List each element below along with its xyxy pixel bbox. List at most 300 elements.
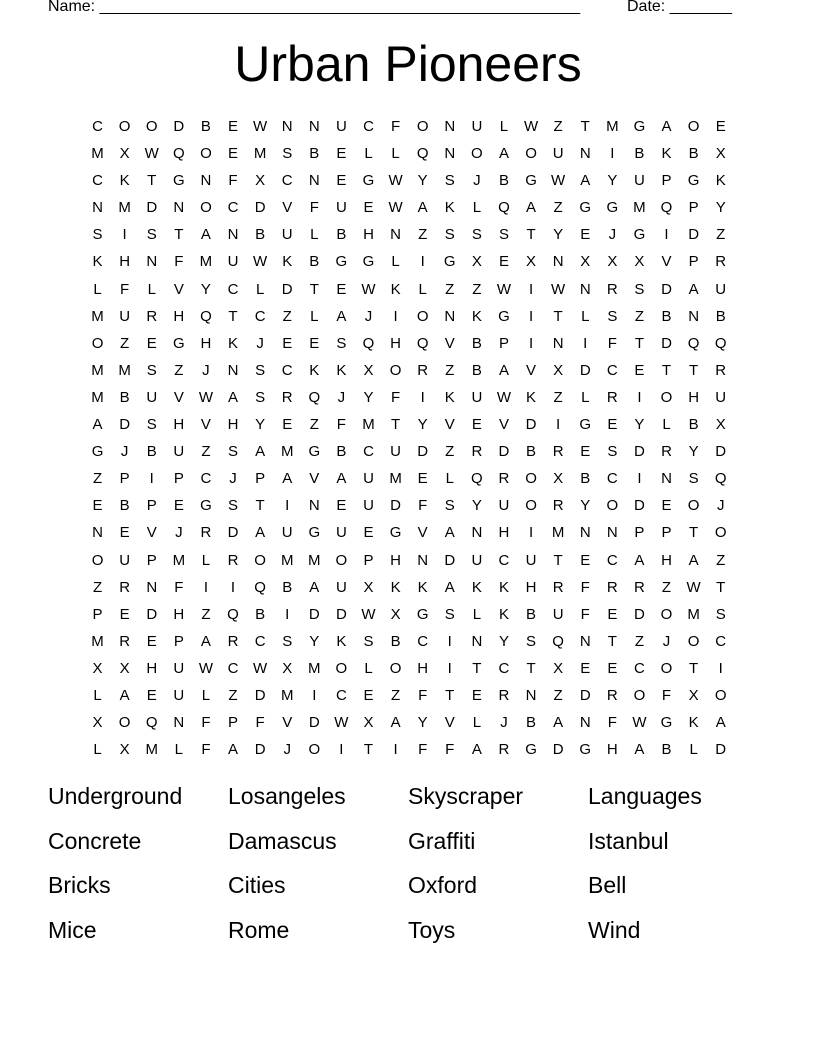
grid-cell: F: [418, 741, 428, 759]
grid-cell: T: [445, 686, 455, 704]
grid-cell: S: [526, 632, 537, 650]
grid-cell: E: [309, 334, 320, 352]
grid-cell: N: [281, 118, 293, 135]
grid-cell: W: [551, 280, 566, 298]
grid-cell: M: [280, 443, 294, 461]
grid-cell: K: [471, 578, 482, 596]
grid-cell: G: [633, 118, 646, 135]
grid-cell: L: [310, 226, 319, 244]
grid-cell: I: [122, 226, 127, 244]
grid-cell: Q: [254, 578, 266, 596]
grid-cell: W: [334, 714, 349, 732]
grid-cell: O: [606, 497, 619, 515]
grid-cell: G: [416, 605, 429, 623]
grid-cell: V: [526, 361, 537, 379]
grid-cell: O: [254, 551, 266, 569]
grid-cell: H: [173, 416, 185, 434]
word-list-item: Istanbul: [588, 827, 669, 854]
grid-cell: I: [393, 307, 398, 325]
grid-cell: M: [362, 416, 375, 434]
grid-cell: A: [661, 118, 672, 135]
date-field: Date: _______: [627, 0, 732, 15]
grid-cell: M: [687, 605, 700, 623]
grid-cell: C: [498, 551, 510, 569]
grid-cell: J: [662, 632, 671, 650]
grid-cell: U: [363, 497, 374, 515]
grid-cell: J: [337, 388, 346, 406]
grid-cell: D: [498, 443, 510, 461]
grid-cell: B: [309, 145, 320, 163]
grid-cell: E: [363, 199, 374, 217]
grid-cell: L: [581, 307, 590, 325]
grid-cell: Z: [716, 551, 726, 569]
grid-cell: E: [282, 334, 293, 352]
grid-cell: V: [444, 334, 455, 352]
grid-cell: C: [281, 361, 293, 379]
grid-cell: B: [715, 307, 726, 325]
grid-cell: C: [363, 118, 374, 135]
grid-cell: G: [200, 497, 212, 515]
grid-cell: D: [417, 443, 429, 461]
grid-cell: K: [390, 578, 401, 596]
grid-cell: H: [390, 551, 401, 569]
grid-cell: L: [689, 741, 698, 759]
grid-cell: C: [606, 361, 618, 379]
grid-cell: N: [579, 524, 591, 542]
grid-cell: D: [227, 524, 239, 542]
grid-cell: E: [580, 226, 591, 244]
grid-cell: H: [363, 226, 374, 244]
grid-cell: D: [335, 605, 347, 623]
grid-cell: N: [92, 199, 103, 217]
grid-cell: X: [119, 145, 130, 163]
grid-cell: H: [417, 659, 429, 677]
grid-cell: R: [498, 686, 510, 704]
grid-cell: I: [312, 686, 317, 704]
grid-cell: I: [610, 145, 615, 163]
grid-cell: Z: [390, 686, 401, 704]
grid-cell: I: [447, 632, 452, 650]
grid-cell: J: [473, 172, 481, 190]
grid-cell: H: [525, 578, 537, 596]
grid-cell: U: [471, 118, 483, 135]
grid-cell: U: [173, 686, 185, 704]
grid-cell: O: [714, 686, 727, 704]
grid-cell: R: [715, 361, 727, 379]
grid-cell: P: [634, 524, 645, 542]
grid-cell: Q: [552, 632, 564, 650]
grid-cell: P: [228, 714, 239, 732]
grid-cell: L: [93, 686, 102, 704]
grid-cell: N: [579, 632, 591, 650]
grid-cell: W: [388, 172, 403, 190]
grid-cell: M: [91, 388, 104, 406]
grid-cell: X: [390, 605, 401, 623]
grid-cell: A: [119, 686, 130, 704]
grid-cell: Z: [120, 334, 130, 352]
grid-cell: I: [420, 388, 425, 406]
grid-cell: T: [390, 416, 401, 434]
grid-cell: B: [688, 416, 699, 434]
grid-cell: I: [447, 659, 452, 677]
grid-cell: C: [363, 443, 374, 461]
grid-cell: R: [119, 632, 131, 650]
grid-cell: U: [173, 443, 185, 461]
grid-cell: D: [444, 551, 456, 569]
grid-cell: U: [146, 388, 158, 406]
grid-cell: Z: [634, 307, 644, 325]
grid-cell: X: [526, 253, 537, 271]
grid-cell: L: [581, 388, 590, 406]
grid-cell: K: [444, 199, 455, 217]
grid-cell: D: [308, 605, 320, 623]
grid-cell: R: [498, 470, 510, 488]
grid-cell: M: [91, 145, 104, 163]
grid-cell: I: [420, 253, 425, 271]
grid-cell: C: [606, 551, 618, 569]
grid-cell: G: [172, 172, 185, 190]
grid-cell: J: [256, 334, 264, 352]
grid-cell: G: [308, 443, 321, 461]
grid-cell: X: [607, 253, 618, 271]
grid-cell: K: [282, 253, 293, 271]
grid-cell: Y: [471, 497, 482, 515]
grid-cell: B: [661, 307, 672, 325]
grid-cell: I: [664, 226, 669, 244]
grid-cell: C: [254, 307, 266, 325]
grid-cell: G: [362, 172, 375, 190]
grid-cell: W: [361, 605, 376, 623]
grid-cell: V: [282, 199, 293, 217]
grid-cell: X: [119, 741, 130, 759]
grid-cell: D: [661, 334, 672, 352]
grid-cell: D: [254, 686, 266, 704]
grid-cell: P: [661, 524, 672, 542]
grid-cell: A: [634, 741, 645, 759]
grid-cell: H: [606, 741, 618, 759]
grid-cell: U: [715, 388, 727, 406]
grid-cell: B: [200, 118, 211, 135]
grid-cell: K: [715, 172, 726, 190]
grid-cell: A: [526, 199, 537, 217]
grid-cell: E: [336, 280, 347, 298]
grid-cell: A: [580, 172, 591, 190]
word-list-item: Mice: [48, 916, 97, 943]
grid-cell: D: [281, 280, 293, 298]
grid-cell: E: [607, 416, 618, 434]
grid-cell: V: [444, 714, 455, 732]
grid-cell: B: [336, 443, 347, 461]
grid-cell: X: [363, 578, 374, 596]
grid-cell: E: [471, 686, 482, 704]
grid-cell: K: [498, 578, 509, 596]
grid-cell: N: [173, 199, 185, 217]
grid-cell: L: [364, 659, 373, 677]
grid-cell: B: [471, 361, 482, 379]
grid-cell: L: [445, 470, 454, 488]
grid-cell: O: [687, 632, 700, 650]
grid-cell: O: [660, 659, 673, 677]
grid-cell: B: [471, 334, 482, 352]
grid-cell: I: [718, 659, 723, 677]
grid-cell: L: [147, 280, 156, 298]
grid-cell: Y: [417, 714, 428, 732]
grid-cell: D: [552, 741, 564, 759]
grid-cell: B: [309, 253, 320, 271]
grid-cell: M: [172, 551, 186, 569]
grid-cell: P: [173, 632, 184, 650]
grid-cell: R: [146, 307, 158, 325]
grid-cell: K: [390, 280, 401, 298]
grid-cell: R: [417, 361, 429, 379]
grid-cell: H: [146, 659, 158, 677]
grid-cell: N: [579, 280, 591, 298]
grid-cell: A: [200, 226, 211, 244]
grid-cell: N: [525, 686, 537, 704]
grid-cell: A: [498, 361, 509, 379]
grid-cell: O: [145, 118, 158, 135]
grid-cell: N: [146, 578, 158, 596]
grid-cell: T: [526, 226, 536, 244]
grid-cell: E: [580, 659, 591, 677]
grid-cell: H: [119, 253, 131, 271]
grid-cell: X: [119, 659, 130, 677]
grid-cell: I: [556, 416, 561, 434]
grid-cell: M: [91, 632, 104, 650]
grid-cell: G: [525, 172, 537, 190]
grid-cell: Y: [715, 199, 726, 217]
grid-cell: R: [552, 497, 564, 515]
grid-cell: U: [552, 145, 564, 163]
word-list-item: Languages: [588, 783, 702, 809]
grid-cell: D: [254, 741, 266, 759]
grid-cell: S: [444, 605, 455, 623]
grid-cell: D: [715, 443, 727, 461]
grid-cell: C: [200, 470, 212, 488]
word-list-item: Graffiti: [408, 827, 476, 854]
grid-cell: U: [471, 388, 483, 406]
grid-cell: R: [606, 280, 618, 298]
grid-cell: D: [579, 686, 591, 704]
grid-cell: E: [607, 605, 618, 623]
grid-cell: O: [118, 714, 131, 732]
grid-cell: S: [634, 280, 645, 298]
grid-cell: H: [200, 334, 212, 352]
grid-cell: S: [444, 497, 455, 515]
grid-cell: S: [146, 226, 157, 244]
grid-cell: A: [200, 632, 211, 650]
grid-cell: T: [309, 280, 319, 298]
grid-cell: D: [634, 605, 645, 623]
grid-cell: A: [309, 578, 320, 596]
grid-cell: Q: [200, 307, 212, 325]
grid-cell: I: [393, 741, 398, 759]
grid-cell: F: [174, 578, 184, 596]
grid-cell: R: [498, 741, 510, 759]
grid-cell: R: [227, 632, 239, 650]
grid-cell: T: [174, 226, 184, 244]
grid-cell: I: [528, 334, 534, 352]
grid-cell: M: [118, 199, 131, 217]
grid-cell: S: [715, 605, 726, 623]
grid-cell: O: [389, 659, 402, 677]
grid-cell: E: [363, 686, 374, 704]
grid-cell: F: [120, 280, 130, 298]
grid-cell: E: [580, 443, 591, 461]
grid-cell: X: [471, 253, 482, 271]
word-list-item: Wind: [588, 916, 641, 943]
grid-cell: G: [687, 172, 700, 190]
grid-cell: U: [335, 199, 347, 217]
grid-cell: S: [146, 361, 157, 379]
grid-cell: U: [281, 524, 293, 542]
grid-cell: Z: [201, 605, 211, 623]
grid-cell: O: [91, 334, 104, 352]
grid-cell: U: [281, 226, 293, 244]
grid-cell: U: [471, 551, 483, 569]
grid-cell: G: [633, 226, 646, 244]
grid-cell: O: [389, 361, 402, 379]
grid-cell: Q: [471, 470, 483, 488]
grid-cell: E: [661, 497, 672, 515]
grid-cell: J: [229, 470, 237, 488]
grid-cell: P: [363, 551, 374, 569]
grid-cell: S: [688, 470, 699, 488]
grid-cell: C: [606, 470, 618, 488]
grid-cell: D: [688, 226, 700, 244]
grid-cell: G: [389, 524, 402, 542]
grid-cell: S: [607, 307, 618, 325]
grid-cell: G: [579, 741, 592, 759]
grid-cell: N: [92, 524, 103, 542]
grid-cell: H: [390, 334, 401, 352]
grid-cell: F: [390, 388, 401, 406]
grid-cell: C: [227, 280, 239, 298]
grid-cell: O: [200, 145, 212, 163]
grid-cell: E: [228, 118, 239, 135]
grid-cell: O: [308, 741, 321, 759]
grid-cell: B: [498, 172, 509, 190]
grid-cell: D: [119, 416, 131, 434]
grid-cell: F: [309, 199, 319, 217]
grid-cell: S: [92, 226, 103, 244]
grid-cell: R: [552, 578, 564, 596]
name-field: Name: ______________________________________________________: [48, 0, 581, 15]
grid-cell: W: [388, 199, 403, 217]
grid-cell: L: [391, 253, 400, 271]
grid-cell: S: [255, 361, 266, 379]
grid-cell: H: [661, 551, 672, 569]
grid-cell: D: [715, 741, 727, 759]
grid-cell: U: [498, 497, 510, 515]
grid-cell: A: [715, 714, 726, 732]
grid-cell: X: [363, 361, 374, 379]
grid-cell: R: [715, 253, 727, 271]
grid-cell: W: [686, 578, 701, 596]
grid-cell: R: [200, 524, 212, 542]
grid-cell: H: [688, 388, 700, 406]
grid-cell: E: [471, 416, 482, 434]
grid-cell: T: [689, 524, 699, 542]
grid-cell: N: [606, 524, 618, 542]
grid-cell: A: [444, 578, 455, 596]
grid-cell: C: [92, 172, 103, 190]
grid-cell: K: [228, 334, 239, 352]
grid-cell: A: [444, 524, 455, 542]
grid-cell: C: [634, 659, 645, 677]
grid-cell: F: [580, 578, 590, 596]
grid-cell: M: [551, 524, 565, 542]
grid-cell: M: [633, 199, 646, 217]
grid-cell: T: [580, 118, 590, 135]
grid-cell: Z: [445, 361, 455, 379]
grid-cell: L: [255, 280, 265, 298]
grid-cell: E: [417, 470, 428, 488]
grid-cell: A: [688, 551, 699, 569]
grid-cell: B: [634, 145, 645, 163]
grid-cell: O: [687, 497, 700, 515]
grid-cell: N: [227, 361, 239, 379]
grid-cell: A: [634, 551, 645, 569]
grid-cell: P: [119, 470, 130, 488]
grid-cell: U: [525, 551, 537, 569]
grid-cell: V: [444, 416, 455, 434]
grid-cell: L: [93, 280, 102, 298]
grid-cell: E: [336, 172, 347, 190]
grid-cell: T: [716, 578, 726, 596]
grid-cell: J: [120, 443, 129, 461]
grid-cell: K: [92, 253, 103, 271]
grid-cell: W: [253, 659, 268, 677]
grid-cell: E: [146, 686, 157, 704]
word-list: [48, 779, 768, 957]
grid-cell: V: [661, 253, 672, 271]
grid-cell: Q: [227, 605, 239, 623]
grid-cell: J: [175, 524, 183, 542]
grid-cell: O: [471, 145, 483, 163]
grid-cell: B: [255, 605, 266, 623]
grid-cell: E: [336, 145, 347, 163]
grid-cell: B: [255, 226, 266, 244]
grid-cell: U: [390, 443, 401, 461]
grid-cell: L: [310, 307, 319, 325]
grid-cell: F: [336, 416, 346, 434]
grid-cell: A: [92, 416, 103, 434]
grid-cell: O: [335, 551, 348, 569]
grid-cell: D: [661, 280, 672, 298]
grid-cell: H: [173, 307, 185, 325]
grid-cell: O: [660, 605, 673, 623]
grid-cell: W: [198, 388, 213, 406]
grid-cell: F: [201, 741, 211, 759]
grid-cell: U: [119, 307, 131, 325]
grid-cell: Q: [660, 199, 673, 217]
grid-cell: F: [661, 686, 672, 704]
grid-cell: Z: [716, 226, 726, 244]
grid-cell: I: [637, 388, 642, 406]
grid-cell: E: [498, 253, 509, 271]
grid-cell: V: [146, 524, 157, 542]
grid-cell: Q: [687, 334, 700, 352]
grid-cell: F: [174, 253, 184, 271]
grid-cell: E: [607, 659, 618, 677]
grid-cell: R: [634, 578, 645, 596]
grid-cell: M: [253, 145, 267, 163]
grid-cell: I: [149, 470, 154, 488]
grid-cell: K: [444, 388, 455, 406]
grid-cell: G: [660, 714, 673, 732]
grid-cell: O: [714, 524, 727, 542]
